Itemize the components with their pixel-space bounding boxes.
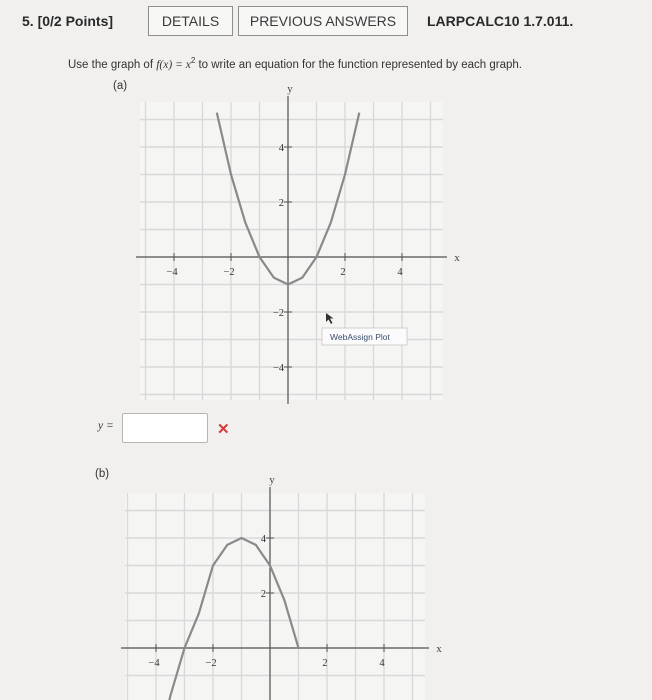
previous-answers-button[interactable]: PREVIOUS ANSWERS — [238, 6, 408, 36]
webassign-plot-label-text: WebAssign Plot — [330, 332, 390, 342]
x-axis-label: x — [436, 643, 442, 655]
y-tick-label: −4 — [272, 363, 284, 374]
y-tick-label: 4 — [278, 143, 284, 154]
y-tick-label: 2 — [278, 198, 284, 209]
incorrect-icon: ✕ — [217, 421, 230, 438]
y-tick-label: 2 — [260, 589, 266, 600]
y-axis-label: y — [269, 474, 275, 486]
y-tick-label: −2 — [272, 308, 284, 319]
x-tick-label: −4 — [166, 267, 178, 278]
x-tick-label: −2 — [205, 658, 217, 669]
part-b-label: (b) — [95, 468, 110, 480]
prompt-text-before: Use the graph of — [68, 58, 154, 71]
answer-a-label-text: y = — [98, 420, 114, 432]
y-tick-label: 4 — [260, 534, 266, 545]
problem-code: LARPCALC10 1.7.011. — [427, 13, 574, 29]
x-tick-label: 4 — [397, 267, 403, 278]
x-tick-label: −4 — [148, 658, 160, 669]
points-label: [0/2 Points] — [37, 13, 114, 29]
x-tick-label: 4 — [379, 658, 385, 669]
x-tick-label: −2 — [223, 267, 235, 278]
details-button[interactable]: DETAILS — [148, 6, 233, 36]
x-tick-label: 2 — [340, 267, 346, 278]
question-number: 5. — [22, 13, 34, 29]
part-a-label: (a) — [113, 80, 128, 92]
y-axis-label: y — [287, 83, 293, 95]
x-axis-label: x — [454, 252, 460, 264]
prompt-function: f(x) = x — [156, 58, 191, 71]
prompt-text-after: to write an equation for the function represented by each graph. — [198, 58, 522, 71]
x-tick-label: 2 — [322, 658, 328, 669]
prompt-exponent: 2 — [190, 56, 196, 65]
